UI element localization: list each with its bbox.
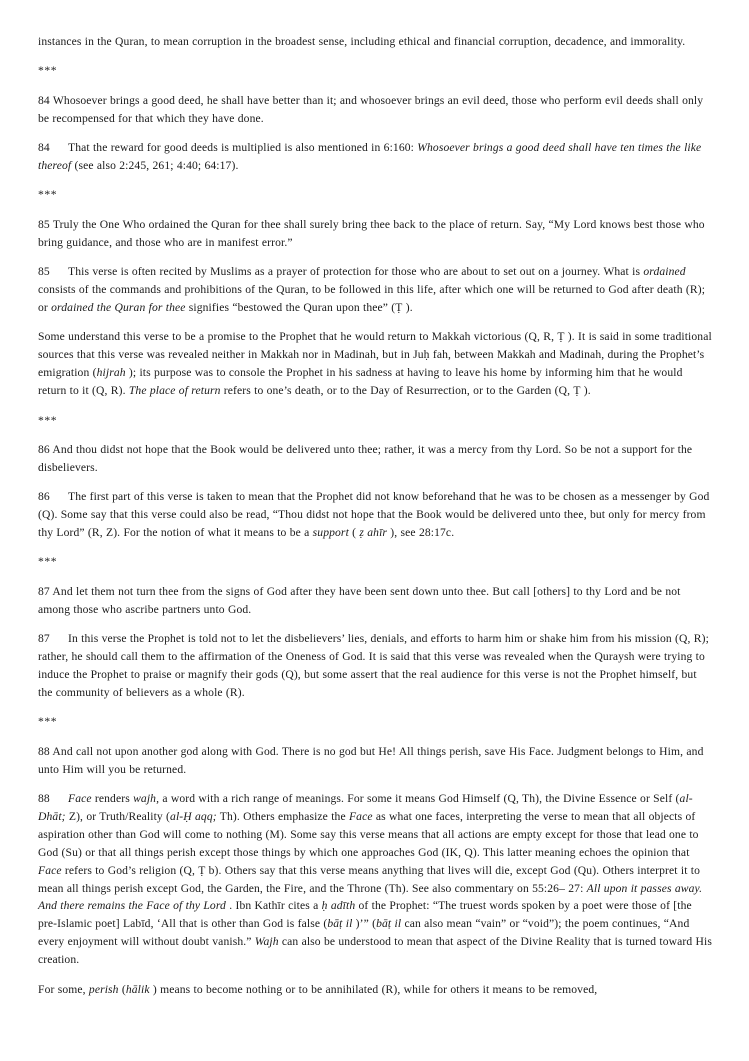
body-paragraph — [38, 981, 714, 999]
text-run: can also be understood to mean that aspect of the Divine Reality that is turned toward His creation. — [38, 935, 713, 967]
text-run: (see also 2:245, 261; 4:40; 64:17). — [71, 159, 239, 173]
text-run: That the reward for good deeds is multiplied is also mentioned in 6:160: — [68, 141, 418, 155]
text-run: consists of the commands and prohibitions of the Quran, to be followed in this life, after which one will be returned to God after death (R); or — [38, 283, 706, 314]
text-run: Z), or Truth/Reality ( — [65, 809, 171, 823]
text-run: )’” ( — [352, 917, 377, 931]
text-run: The first part of this verse is taken to mean that the Prophet did not know beforehand that he was to be chosen as a messenger by God (Q). Some say that this verse could also be read, “Thou didst not hope that the Book would be delivered unto thee, but only for mercy from thy Lord” (R, Z). For the notion of what it means to be a — [38, 490, 710, 540]
section-separator: *** — [38, 188, 58, 202]
commentary-paragraph — [38, 488, 714, 542]
text-run: ); its purpose was to console the Prophet in his sadness at having to leave his home by informing him that he would return to it (Q, R). — [38, 366, 683, 398]
verse-quotation: 84 Whosoever brings a good deed, he shall have better than it; and whosoever brings an evil deed, those who perform evil deeds shall only be recompensed for that which they have done. — [38, 93, 704, 125]
body-paragraph — [38, 328, 714, 400]
italic-phrase: wajh, — [133, 792, 160, 805]
italic-phrase: ordained — [643, 265, 686, 279]
section-separator: *** — [38, 64, 58, 78]
text-run: signifies “bestowed the Quran upon thee” (Ṭ ). — [185, 300, 413, 314]
body-paragraph: instances in the Quran, to mean corruption in the broadest sense, including ethical and financial corruption, decadence, and immorality. — [38, 35, 686, 48]
italic-phrase: al-Ḥ aqq; — [170, 809, 217, 823]
verse-quotation: 87 And let them not turn thee from the signs of God after they have been sent down unto thee. But call [others] to thy Lord and be not among those who ascribe partners unto God. — [38, 584, 681, 616]
commentary-verse-number: 87 — [38, 632, 50, 646]
section-separator: *** — [38, 715, 58, 729]
verse-quotation: 88 And call not upon another god along with God. There is no god but He! All things perish, save His Face. Judgment belongs to Him, and unto Him will you be returned. — [38, 744, 704, 776]
text-run: ( — [118, 982, 126, 996]
text-run: . Ibn Kathīr cites a — [225, 899, 322, 913]
text-run: ( — [348, 526, 360, 540]
italic-phrase: ḥ adīth — [321, 899, 356, 913]
commentary-verse-number: 84 — [38, 141, 50, 155]
commentary-verse-number: 86 — [38, 490, 50, 504]
text-run: refers to one’s death, or to the Day of Resurrection, or to the Garden (Q, Ṭ ). — [220, 384, 591, 398]
commentary-paragraph — [38, 263, 714, 317]
commentary-verse-number: 88 — [38, 792, 50, 805]
commentary-paragraph — [38, 139, 714, 175]
italic-phrase: perish — [88, 982, 119, 996]
text-run: Some understand this verse to be a promise to the Prophet that he would return to Makkah victorious (Q, R, Ṭ ). It is said in some traditional sources that this verse was revealed neither in Makkah nor in Madinah, but in Juḥ fah, between Makkah and Madinah, during the Prophet’s emigration ( — [38, 330, 712, 380]
text-run: can also mean “vain” or “void”); the poem continues, “And every enjoyment will without doubt vanish.” — [38, 917, 690, 949]
page-text-column — [38, 33, 714, 1010]
italic-phrase: All upon it passes away. And there remains the Face of thy Lord — [38, 881, 703, 913]
italic-phrase: Face — [348, 809, 373, 823]
commentary-paragraph — [38, 630, 714, 702]
section-separator: *** — [38, 413, 58, 427]
italic-phrase: al-Dhāt; — [38, 792, 693, 823]
italic-phrase: Whosoever brings a good deed shall have ten times the like thereof — [38, 141, 702, 173]
text-run: ) means to become nothing or to be annihilated (R), while for others it means to be removed, — [149, 982, 598, 996]
text-run: Th). Others emphasize the — [216, 809, 349, 823]
text-run: This verse is often recited by Muslims as a prayer of protection for those who are about to set out on a journey. What is — [68, 265, 644, 279]
italic-phrase: support — [312, 526, 349, 540]
verse-quotation: 86 And thou didst not hope that the Book would be delivered unto thee; rather, it was a mercy from thy Lord. So be not a support for the disbelievers. — [38, 442, 693, 474]
italic-phrase: hijrah — [96, 366, 126, 380]
text-run: as what one faces, interpreting the verse to mean that all objects of aspiration other than God will come to nothing (M). Some say this verse means that all actions are empty except for those that lead one to God (Su) or that all things perish except those things by which one approaches God (IK, Q). This latter meaning echoes the opinion that — [38, 809, 699, 859]
text-run: In this verse the Prophet is told not to let the disbelievers’ lies, denials, and efforts to harm him or shake him from his mission (Q, R); rather, he should call them to the affirmation of the Oneness of God. It is said that this verse was revealed when the Quraysh were trying to induce the Prophet to praise or magnify their gods (Q), but some assert that the real audience for this verse is not the Prophet himself, but the community of believers as a whole (R). — [38, 632, 709, 699]
text-run: a word with a rich range of meanings. For some it means God Himself (Q, Th), the Divine Essence or Self ( — [159, 792, 680, 805]
italic-phrase: hālik — [125, 982, 150, 996]
italic-phrase: bāṭ il — [327, 917, 353, 931]
section-separator: *** — [38, 555, 58, 569]
text-run: of the Prophet: “The truest words spoken by a poet were those of [the pre-Islamic poet] Labīd, ‘All that is other than God is false ( — [38, 899, 692, 931]
italic-phrase: bāṭ il — [376, 917, 402, 931]
italic-phrase: Wajh — [254, 935, 279, 949]
commentary-paragraph — [38, 790, 714, 969]
text-run: refers to God’s religion (Q, Ṭ b). Others say that this verse means anything that lives will die, except God (Qu). Others interpret it to mean all things perish except God, the Garden, the Fire, and the Throne (Th). See also commentary on 55:26– 27: — [38, 863, 701, 895]
text-run: ), see 28:17c. — [387, 526, 455, 540]
italic-phrase: ordained the Quran for thee — [51, 300, 186, 314]
italic-phrase: Face — [68, 792, 92, 805]
text-run: For some, — [38, 982, 89, 996]
italic-phrase: The place of return — [128, 384, 221, 398]
italic-phrase: Face — [38, 863, 62, 877]
text-run: renders — [91, 792, 134, 805]
commentary-verse-number: 85 — [38, 265, 50, 279]
verse-quotation: 85 Truly the One Who ordained the Quran for thee shall surely bring thee back to the place of return. Say, “My Lord knows best those who bring guidance, and those who are in manifest error.” — [38, 217, 705, 249]
italic-phrase: ẓ ahīr — [359, 526, 388, 540]
